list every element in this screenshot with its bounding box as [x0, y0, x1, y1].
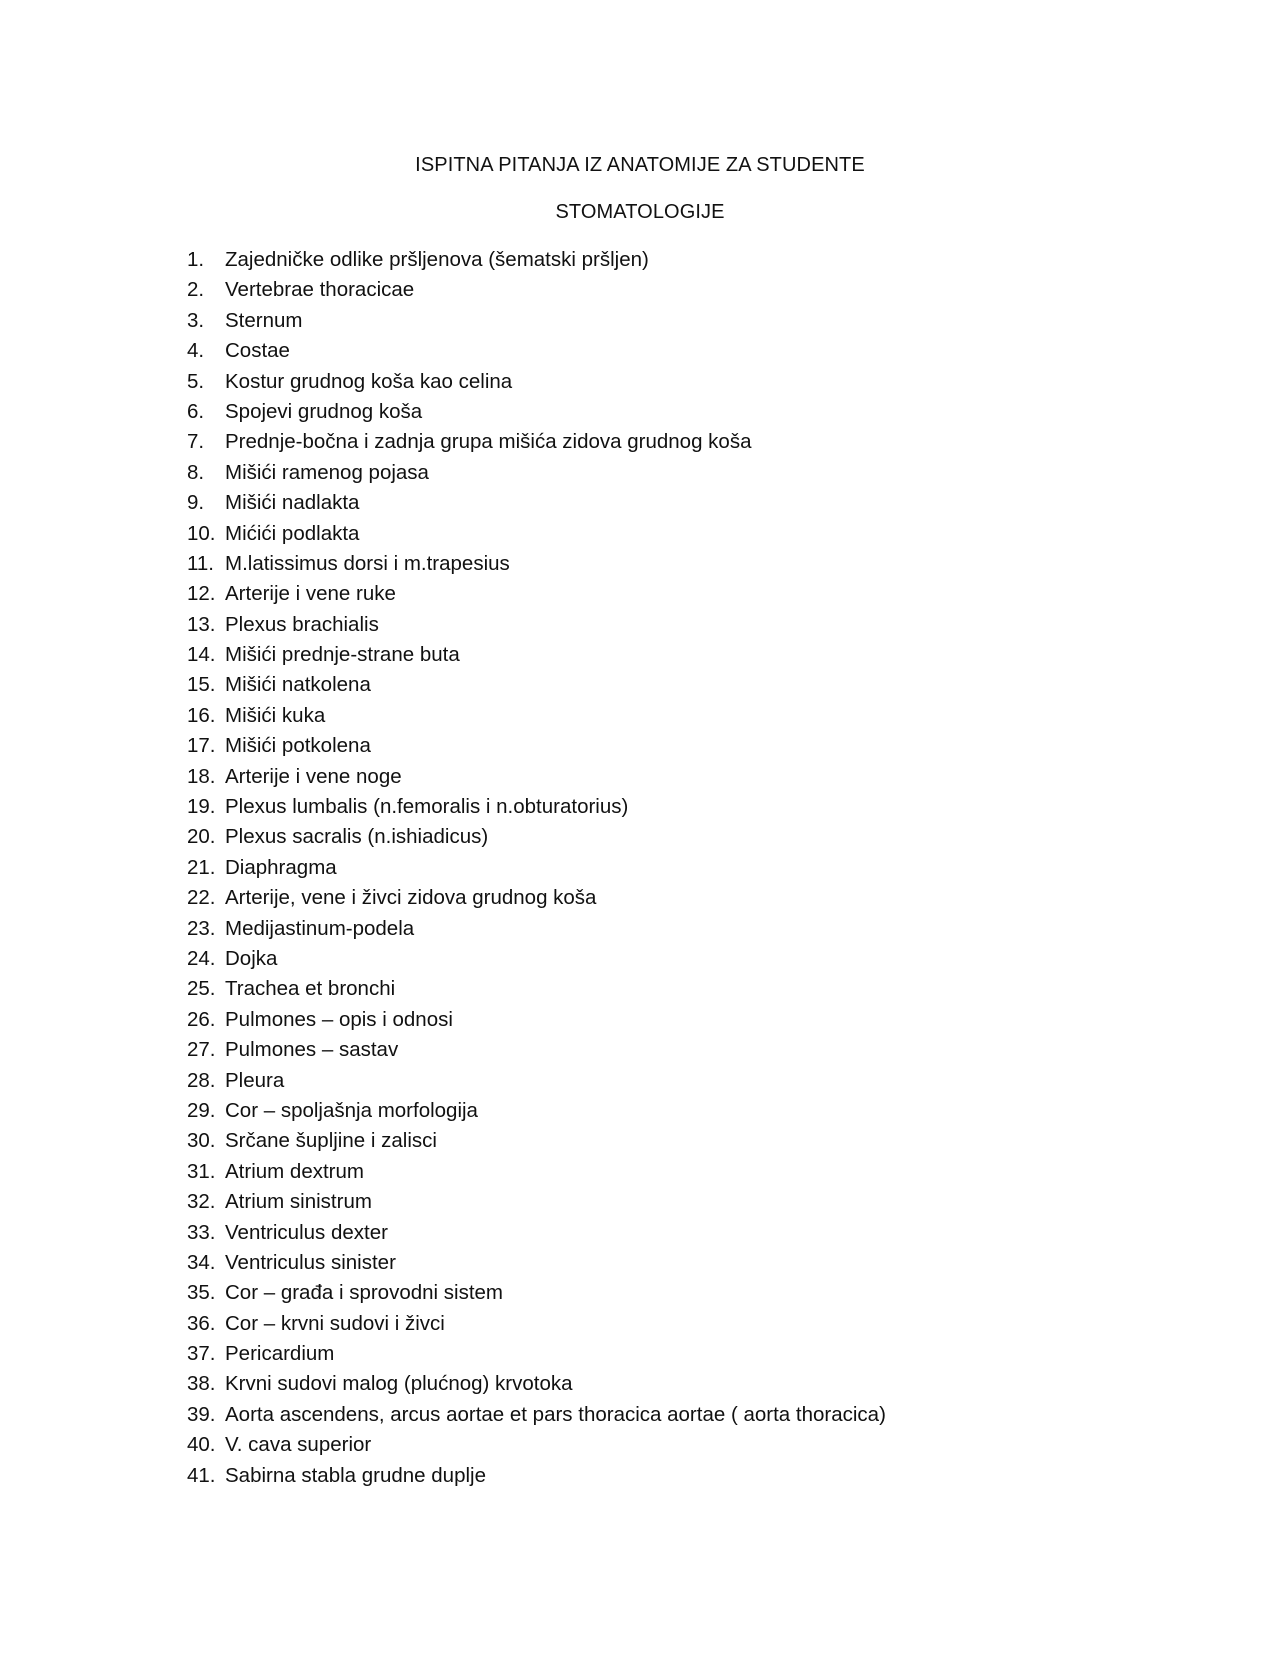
question-item — [187, 1369, 886, 1399]
question-number: 32. — [187, 1190, 216, 1214]
question-item — [187, 792, 886, 822]
question-number: 16. — [187, 703, 216, 727]
question-item — [187, 883, 886, 913]
question-text: Krvni sudovi malog (plućnog) krvotoka — [225, 1372, 573, 1396]
question-number: 23. — [187, 916, 216, 940]
question-number: 3. — [187, 308, 205, 332]
question-number: 5. — [187, 369, 205, 393]
question-number: 2. — [187, 278, 205, 302]
question-item — [187, 1005, 886, 1035]
question-number: 20. — [187, 825, 216, 849]
question-number: 30. — [187, 1129, 216, 1153]
question-item — [187, 1461, 886, 1491]
question-text: Plexus lumbalis (n.femoralis i n.obturatorius) — [225, 795, 629, 819]
question-number: 13. — [187, 612, 216, 636]
question-item — [187, 731, 886, 761]
question-item — [187, 701, 886, 731]
document-title-line-2: STOMATOLOGIJE — [555, 201, 725, 223]
question-item — [187, 1157, 886, 1187]
question-item — [187, 579, 886, 609]
question-number: 31. — [187, 1159, 216, 1183]
question-item — [187, 488, 886, 518]
question-item — [187, 914, 886, 944]
question-text: Spojevi grudnog koša — [225, 399, 423, 423]
question-text: Pulmones – opis i odnosi — [225, 1007, 453, 1031]
question-item — [187, 519, 886, 549]
question-text: Arterije, vene i živci zidova grudnog koša — [225, 886, 597, 910]
question-text: Mišići ramenog pojasa — [225, 460, 429, 484]
question-text: Ventriculus sinister — [225, 1250, 396, 1274]
question-number: 11. — [187, 551, 214, 575]
question-item — [187, 853, 886, 883]
question-item — [187, 306, 886, 336]
question-item — [187, 1035, 886, 1065]
question-number: 25. — [187, 977, 216, 1001]
question-text: Mišići nadlakta — [225, 491, 360, 515]
question-text: Cor – građa i sprovodni sistem — [225, 1281, 504, 1305]
question-item — [187, 549, 886, 579]
question-number: 21. — [187, 855, 216, 879]
question-number: 26. — [187, 1007, 216, 1031]
question-number: 9. — [187, 491, 205, 515]
question-number: 27. — [187, 1038, 216, 1062]
question-number: 18. — [187, 764, 216, 788]
question-text: Mišići prednje-strane buta — [225, 643, 460, 667]
question-text: Mišići natkolena — [225, 673, 371, 697]
question-text: Srčane šupljine i zalisci — [225, 1129, 437, 1153]
question-number: 1. — [187, 248, 205, 271]
question-number: 22. — [187, 886, 216, 910]
question-text: Kostur grudnog koša kao celina — [225, 369, 513, 393]
question-text: Mišići kuka — [225, 703, 326, 727]
question-number: 10. — [187, 521, 216, 545]
question-text: Medijastinum-podela — [225, 916, 415, 940]
document-title-line-1: ISPITNA PITANJA IZ ANATOMIJE ZA STUDENTE — [415, 154, 865, 176]
question-item — [187, 458, 886, 488]
question-text: Pleura — [225, 1068, 285, 1092]
question-number: 39. — [187, 1402, 216, 1426]
question-text: Trachea et bronchi — [225, 977, 396, 1001]
question-text: Mišići potkolena — [225, 734, 371, 758]
question-text: Atrium sinistrum — [225, 1190, 372, 1214]
question-text: Arterije i vene ruke — [225, 582, 396, 606]
question-text: Cor – spoljašnja morfologija — [225, 1098, 478, 1122]
question-text: Pulmones – sastav — [225, 1038, 399, 1062]
question-number: 33. — [187, 1220, 216, 1244]
question-item — [187, 1096, 886, 1126]
question-number: 17. — [187, 734, 216, 758]
question-list — [187, 245, 886, 1491]
question-item — [187, 1400, 886, 1430]
question-number: 7. — [187, 430, 205, 454]
question-number: 8. — [187, 460, 205, 484]
question-number: 24. — [187, 946, 216, 970]
question-text: Arterije i vene noge — [225, 764, 402, 788]
question-item — [187, 1066, 886, 1096]
question-item — [187, 1187, 886, 1217]
question-text: Diaphragma — [225, 855, 337, 879]
question-item — [187, 1248, 886, 1278]
question-text: Costae — [225, 339, 290, 363]
question-number: 37. — [187, 1342, 216, 1366]
question-item — [187, 1218, 886, 1248]
question-text: Sabirna stabla grudne duplje — [225, 1463, 486, 1487]
question-number: 15. — [187, 673, 216, 697]
question-text: Ventriculus dexter — [225, 1220, 388, 1244]
question-number: 36. — [187, 1311, 216, 1335]
question-number: 41. — [187, 1463, 216, 1487]
question-number: 4. — [187, 339, 205, 363]
question-number: 28. — [187, 1068, 216, 1092]
question-item — [187, 1430, 886, 1460]
question-text: Cor – krvni sudovi i živci — [225, 1311, 445, 1335]
question-number: 34. — [187, 1250, 216, 1274]
question-item — [187, 1309, 886, 1339]
question-item — [187, 397, 886, 427]
question-item — [187, 944, 886, 974]
question-text: Plexus brachialis — [225, 612, 379, 636]
question-text: Atrium dextrum — [225, 1159, 364, 1183]
question-number: 35. — [187, 1281, 216, 1305]
question-text: Vertebrae thoracicae — [225, 278, 415, 302]
question-text: V. cava superior — [225, 1433, 372, 1457]
question-number: 14. — [187, 643, 216, 667]
question-number: 12. — [187, 582, 216, 606]
question-item — [187, 610, 886, 640]
question-number: 38. — [187, 1372, 216, 1396]
question-item — [187, 427, 886, 457]
question-item — [187, 367, 886, 397]
question-text: Zajedničke odlike pršljenova (šematski pršljen) — [225, 248, 649, 271]
question-text: Plexus sacralis (n.ishiadicus) — [225, 825, 489, 849]
question-item — [187, 275, 886, 305]
question-item — [187, 640, 886, 670]
question-number: 6. — [187, 399, 205, 423]
question-text: Pericardium — [225, 1342, 335, 1366]
question-number: 40. — [187, 1433, 216, 1457]
question-text: Sternum — [225, 308, 303, 332]
question-item — [187, 974, 886, 1004]
question-text: Prednje-bočna i zadnja grupa mišića zidova grudnog koša — [225, 430, 752, 454]
question-item — [187, 1339, 886, 1369]
question-number: 19. — [187, 795, 216, 819]
question-text: M.latissimus dorsi i m.trapesius — [225, 551, 510, 575]
question-number: 29. — [187, 1098, 216, 1122]
question-item — [187, 1278, 886, 1308]
question-item — [187, 336, 886, 366]
question-item — [187, 1126, 886, 1156]
question-text: Dojka — [225, 946, 278, 970]
question-text: Mićići podlakta — [225, 521, 360, 545]
question-item — [187, 245, 886, 275]
question-text: Aorta ascendens, arcus aortae et pars thoracica aortae ( aorta thoracica) — [225, 1402, 886, 1426]
question-item — [187, 822, 886, 852]
question-item — [187, 762, 886, 792]
question-item — [187, 670, 886, 700]
